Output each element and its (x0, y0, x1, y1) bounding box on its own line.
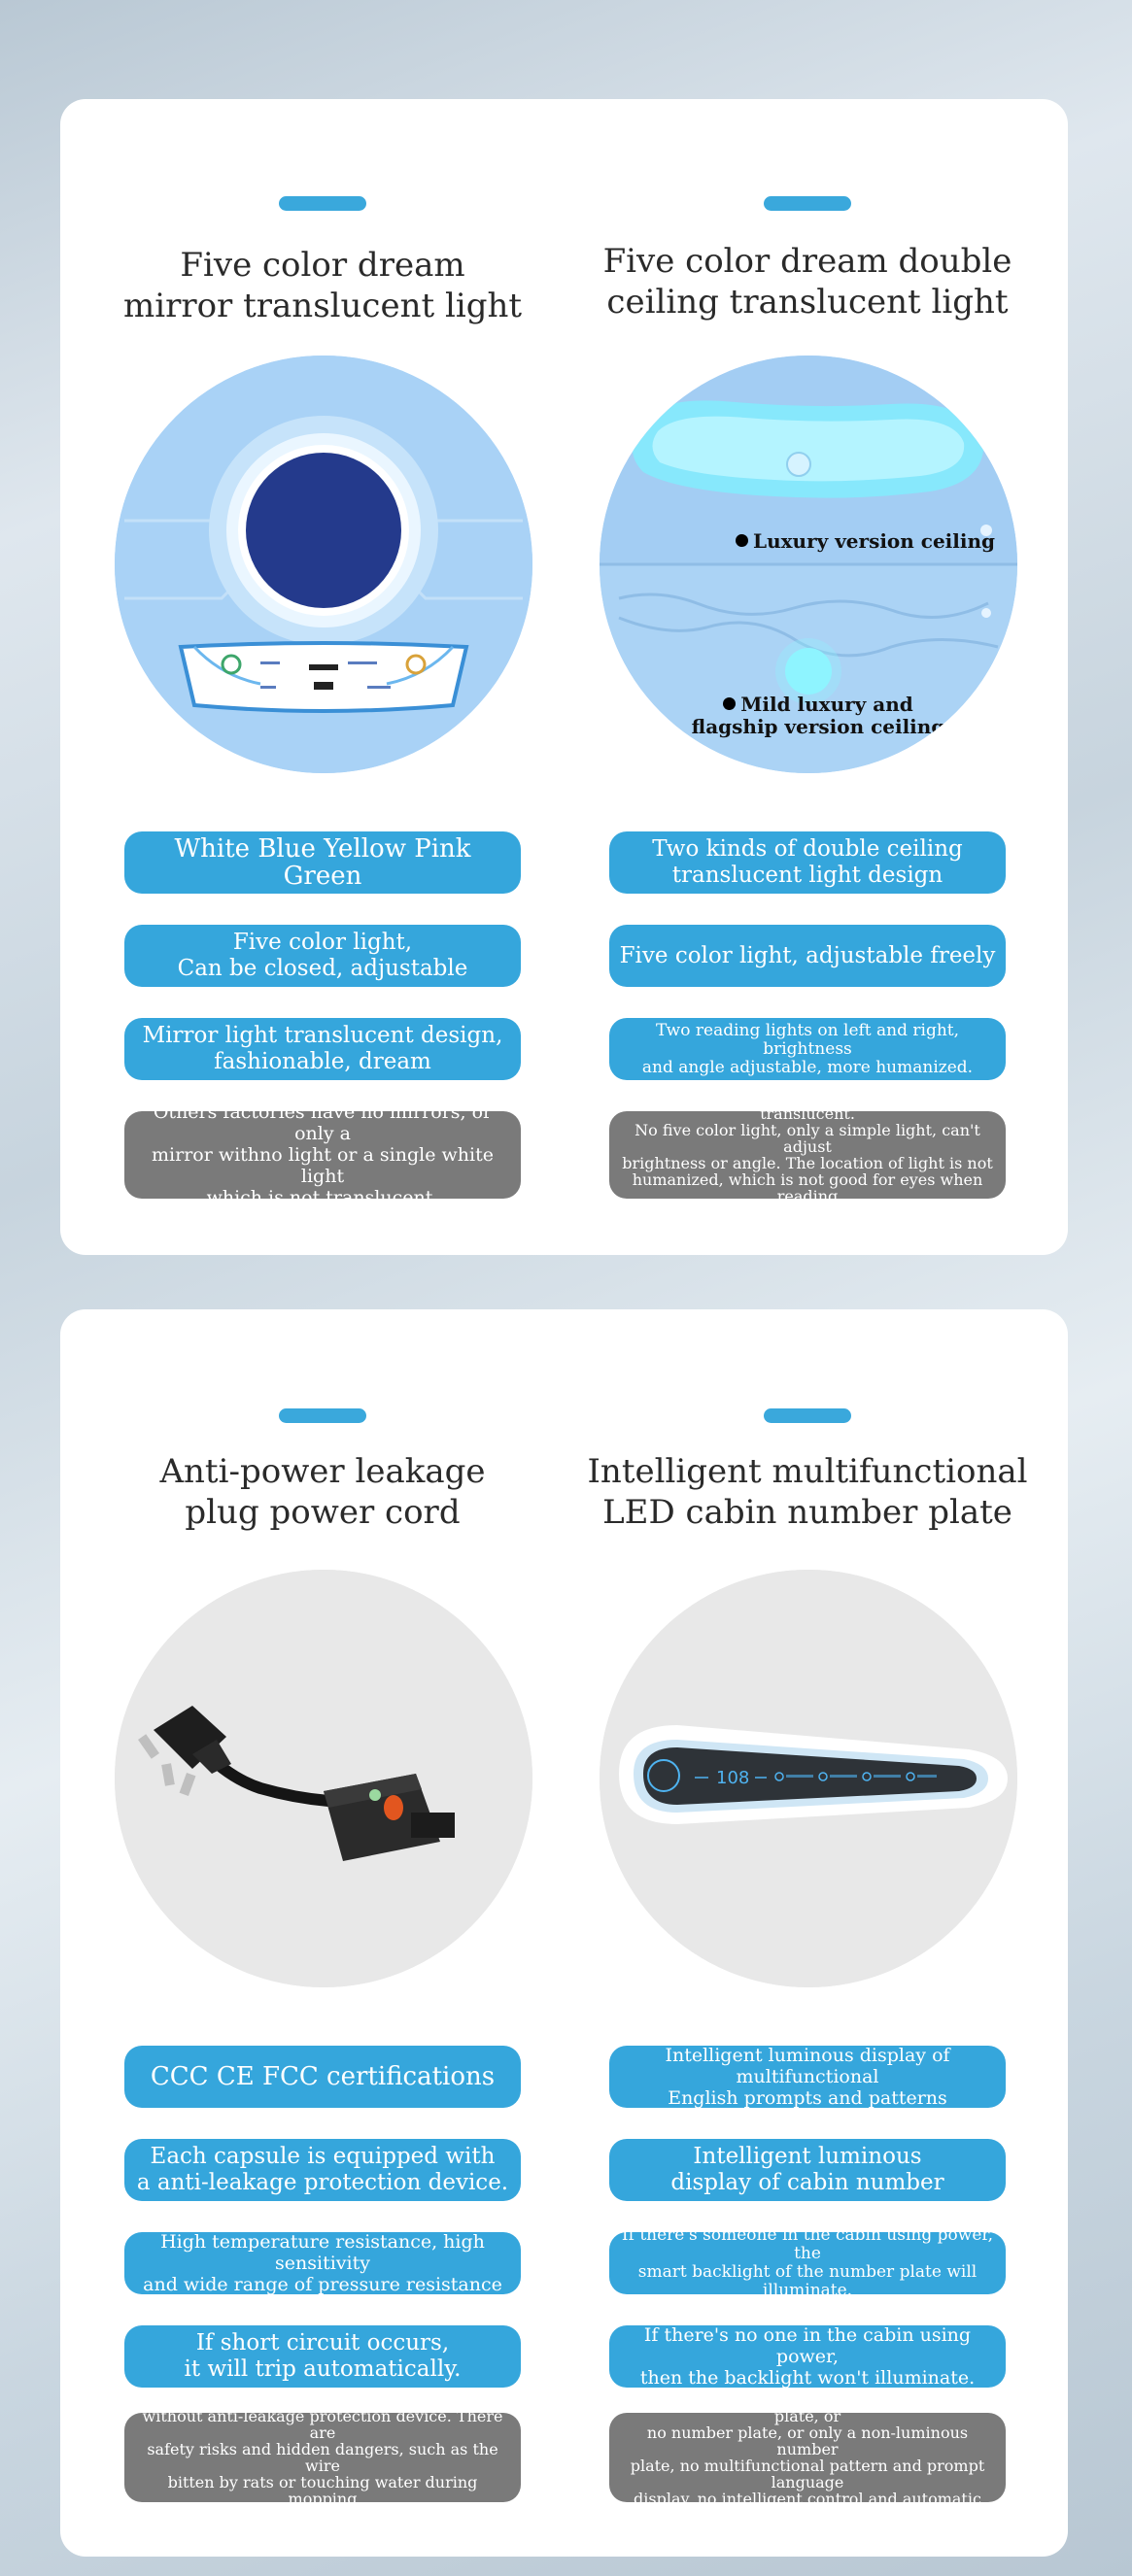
accent-bar (764, 196, 851, 211)
ceiling-light-image (600, 356, 1017, 773)
competitor-note: Others factories use ordinary plug power cord, without anti-leakage protection device. There are safety risks and hidden dangers, such as the wire bitten by rats or touching water during mopping the floor and other accidents. (124, 2413, 521, 2502)
cabin-number-display: 108 (716, 1768, 750, 1788)
feature-pill: CCC CE FCC certifications (124, 2046, 521, 2108)
column-mirror-light (109, 99, 536, 1255)
bullet-dot (723, 697, 736, 710)
feature-pill: Intelligent luminous display of cabin number (609, 2139, 1006, 2201)
accent-bar (279, 196, 366, 211)
label-text: Luxury version ceiling (753, 529, 995, 553)
power-cord-image (115, 1570, 532, 1987)
feature-pill: Two reading lights on left and right, brightness and angle adjustable, more humanized. (609, 1018, 1006, 1080)
competitor-note: Others factories have no mirrors, or only a mirror withno light or a single white light which is not translucent. (124, 1111, 521, 1199)
column-power-cord (109, 1309, 536, 2557)
section-title: Five color dream mirror translucent light (122, 246, 523, 325)
label-luxury-ceiling (736, 530, 1017, 553)
section-title: Anti-power leakage plug power cord (159, 1452, 486, 1532)
bullet-dot (736, 534, 748, 547)
column-ceiling-light (594, 99, 1021, 1255)
feature-pill: Each capsule is equipped with a anti-leakage protection device. (124, 2139, 521, 2201)
accent-bar (279, 1408, 366, 1423)
accent-bar (764, 1408, 851, 1423)
number-plate-image (600, 1570, 1017, 1987)
section-title: Five color dream double ceiling translucent light (602, 242, 1012, 322)
section-title: Intelligent multifunctional LED cabin number plate (587, 1452, 1028, 1532)
feature-pill: Two kinds of double ceiling translucent light design (609, 831, 1006, 894)
feature-pill: If short circuit occurs, it will trip automatically. (124, 2325, 521, 2388)
feature-pill: White Blue Yellow Pink Green (124, 831, 521, 894)
competitor-note: Others factories use non-intelligent number plate, or no number plate, or only a non-luminous number plate, no multifunctional pattern and prompt language display, no intelligent control and automatic light. (609, 2413, 1006, 2502)
mirror-light-image (115, 356, 532, 773)
feature-pill: Five color light, adjustable freely (609, 925, 1006, 987)
label-text: Mild luxury and flagship version ceiling (691, 693, 945, 738)
feature-pill: If there's no one in the cabin using power, then the backlight won't illuminate. (609, 2325, 1006, 2388)
feature-pill: Mirror light translucent design, fashionable, dream (124, 1018, 521, 1080)
column-number-plate (587, 1309, 1028, 2557)
label-mild-luxury-ceiling (658, 694, 978, 738)
feature-card-electrical (60, 1309, 1068, 2557)
feature-pill: High temperature resistance, high sensitivity and wide range of pressure resistance (124, 2232, 521, 2294)
feature-pill: If there's someone in the cabin using power, the smart backlight of the number plate will illuminate. (609, 2232, 1006, 2294)
feature-card-lighting (60, 99, 1068, 1255)
feature-pill: Intelligent luminous display of multifunctional English prompts and patterns (609, 2046, 1006, 2108)
competitor-note: Others factories only have a ceiling, not translucent. No five color light, only a simple light, can't adjust brightness or angle. The location of light is not humanized, which is not good for eyes when reading books and watching mobile. (609, 1111, 1006, 1199)
feature-pill: Five color light, Can be closed, adjustable (124, 925, 521, 987)
